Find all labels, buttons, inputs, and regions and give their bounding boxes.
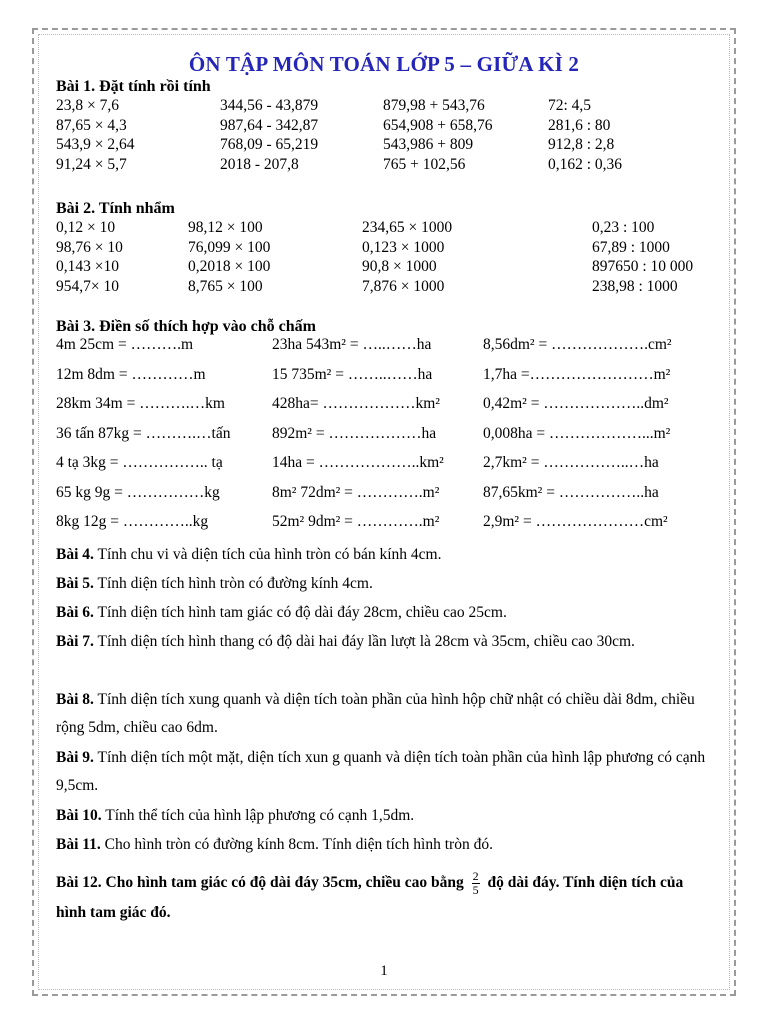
bai2-row	[0, 258, 768, 278]
bai1-row	[0, 117, 768, 137]
bai2-cell: 0,123 × 1000	[362, 238, 445, 256]
bai2-cell: 90,8 × 1000	[362, 258, 437, 275]
problem-label: Bài 8.	[56, 691, 94, 708]
problem-label: Bài 6.	[56, 604, 94, 621]
page-title: ÔN TẬP MÔN TOÁN LỚP 5 – GIỮA KÌ 2	[188, 52, 580, 76]
bai3-cell: 2,7km² = ……………..…ha	[483, 454, 659, 471]
bai3-cell: 15 735m² = ……..……ha	[272, 365, 433, 383]
bai2-cell: 234,65 × 1000	[362, 219, 453, 236]
problem-item	[56, 628, 716, 656]
bai3-cell: 65 kg 9g = ……………kg	[56, 483, 220, 501]
bai1-cell: 768,09 - 65,219	[220, 136, 319, 153]
bai3-heading: Bài 3. Điền số thích hợp vào chỗ chấm	[56, 318, 316, 335]
problem-label: Bài 5.	[56, 575, 94, 592]
bai1-cell: 0,162 : 0,36	[548, 155, 623, 173]
problem-text: Tính thể tích của hình lập phương có cạnh 1,5dm.	[105, 807, 415, 824]
fraction-denominator: 5	[472, 882, 479, 897]
bai3-cell: 0,008ha = ………………...m²	[483, 424, 671, 442]
problem-label: Bài 4.	[56, 546, 94, 563]
bai1-cell: 654,908 + 658,76	[383, 116, 493, 134]
problem-item	[56, 686, 716, 742]
bai1-cell: 91,24 × 5,7	[56, 155, 127, 173]
bai3-cell: 23ha 543m² = …..……ha	[272, 336, 432, 353]
problem-item	[56, 541, 716, 569]
bai2-cell: 0,143 ×10	[56, 258, 119, 275]
bai3-cell: 8,56dm² = ……………….cm²	[483, 336, 672, 353]
bai3-cell: 0,42m² = ………………..dm²	[483, 395, 669, 412]
bai3-cell: 87,65km² = ……………..ha	[483, 483, 659, 501]
bai1-cell: 879,98 + 543,76	[383, 97, 485, 114]
bai1-cell: 344,56 - 43,879	[220, 97, 319, 114]
bai2-heading: Bài 2. Tính nhẩm	[56, 200, 175, 217]
bai2-row	[0, 278, 768, 298]
bai1-cell: 912,8 : 2,8	[548, 136, 615, 153]
bai2-row	[0, 239, 768, 259]
problem-label: Bài 9.	[56, 749, 94, 766]
bai2-cell: 8,765 × 100	[188, 277, 263, 295]
fraction-numerator: 2	[472, 868, 479, 883]
bai1-cell: 765 + 102,56	[383, 155, 466, 173]
problem-label: Bài 11.	[56, 836, 101, 853]
bai1-cell: 987,64 - 342,87	[220, 116, 319, 134]
bai1-row	[0, 156, 768, 176]
bai3-cell: 28km 34m = ……….…km	[56, 395, 225, 412]
problem-12-text-after: độ dài đáy. Tính diện tích của hình tam giác đó.	[56, 874, 684, 921]
bai2-cell: 0,23 : 100	[592, 219, 655, 236]
bai1-heading: Bài 1. Đặt tính rồi tính	[56, 78, 211, 95]
problem-label: Bài 7.	[56, 633, 94, 650]
problem-item	[56, 570, 716, 598]
problem-label: Bài 10.	[56, 807, 102, 824]
bai2-cell: 7,876 × 1000	[362, 277, 445, 295]
problem-text: Cho hình tròn có đường kính 8cm. Tính diện tích hình tròn đó.	[104, 836, 493, 853]
bai3-cell: 1,7ha =……………………m²	[483, 365, 671, 383]
bai2-cell: 67,89 : 1000	[592, 238, 670, 256]
bai3-cell: 36 tấn 87kg = ……….…tấn	[56, 424, 231, 442]
bai1-cell: 23,8 × 7,6	[56, 97, 119, 114]
bai2-cell: 0,2018 × 100	[188, 258, 271, 275]
bai2-cell: 238,98 : 1000	[592, 277, 678, 295]
problem-item	[56, 802, 716, 830]
bai1-cell: 543,986 + 809	[383, 136, 474, 153]
problem-text: Tính diện tích một mặt, diện tích xun g quanh và diện tích toàn phần của hình lập phương có cạnh 9,5cm.	[56, 749, 706, 794]
bai3-cell: 892m² = ………………ha	[272, 424, 437, 442]
bai3-cell: 4m 25cm = ……….m	[56, 336, 194, 353]
problem-text: Tính diện tích xung quanh và diện tích toàn phần của hình hộp chữ nhật có chiều dài 8dm, chiều rộng 5dm, chiều cao 6dm.	[56, 691, 695, 736]
bai2-cell: 76,099 × 100	[188, 238, 271, 256]
problem-text: Tính chu vi và diện tích của hình tròn có bán kính 4cm.	[97, 546, 442, 563]
problem-item	[56, 831, 716, 859]
fraction-two-fifths	[472, 870, 480, 897]
bai3-cell: 4 tạ 3kg = …………….. tạ	[56, 454, 223, 471]
bai1-cell: 72: 4,5	[548, 97, 592, 114]
bai1-cell: 281,6 : 80	[548, 116, 611, 134]
page-number: 1	[380, 963, 388, 979]
bai3-cell: 8m² 72dm² = ………….m²	[272, 483, 440, 501]
bai1-cell: 87,65 × 4,3	[56, 116, 127, 134]
bai1-cell: 2018 - 207,8	[220, 155, 299, 173]
bai3-cell: 14ha = ………………..km²	[272, 454, 444, 471]
bai2-cell: 897650 : 10 000	[592, 258, 694, 275]
bai2-cell: 954,7× 10	[56, 277, 119, 295]
bai2-cell: 0,12 × 10	[56, 219, 116, 236]
problem-text: Tính diện tích hình tròn có đường kính 4cm.	[97, 575, 373, 592]
bai1-cell: 543,9 × 2,64	[56, 136, 135, 153]
bai3-cell: 8kg 12g = …………..kg	[56, 513, 209, 530]
bai1-row	[0, 136, 768, 156]
problem-12	[56, 868, 716, 928]
bai3-cell: 2,9m² = …………………cm²	[483, 513, 668, 530]
problem-text: Tính diện tích hình thang có độ dài hai đáy lần lượt là 28cm và 35cm, chiều cao 30cm.	[97, 633, 635, 650]
problem-item	[56, 744, 716, 800]
bai2-row	[0, 219, 768, 239]
problem-item	[56, 599, 716, 627]
bai2-cell: 98,12 × 100	[188, 219, 263, 236]
bai3-cell: 52m² 9dm² = ………….m²	[272, 513, 440, 530]
problem-text: Tính diện tích hình tam giác có độ dài đáy 28cm, chiều cao 25cm.	[97, 604, 507, 621]
problem-12-text-before: Cho hình tam giác có độ dài đáy 35cm, chiều cao bằng	[105, 874, 464, 891]
bai3-cell: 428ha= ………………km²	[272, 395, 440, 412]
bai1-row	[0, 97, 768, 117]
bai3-cell: 12m 8dm = …………m	[56, 365, 206, 383]
bai2-cell: 98,76 × 10	[56, 238, 123, 256]
problem-12-label: Bài 12.	[56, 874, 102, 891]
